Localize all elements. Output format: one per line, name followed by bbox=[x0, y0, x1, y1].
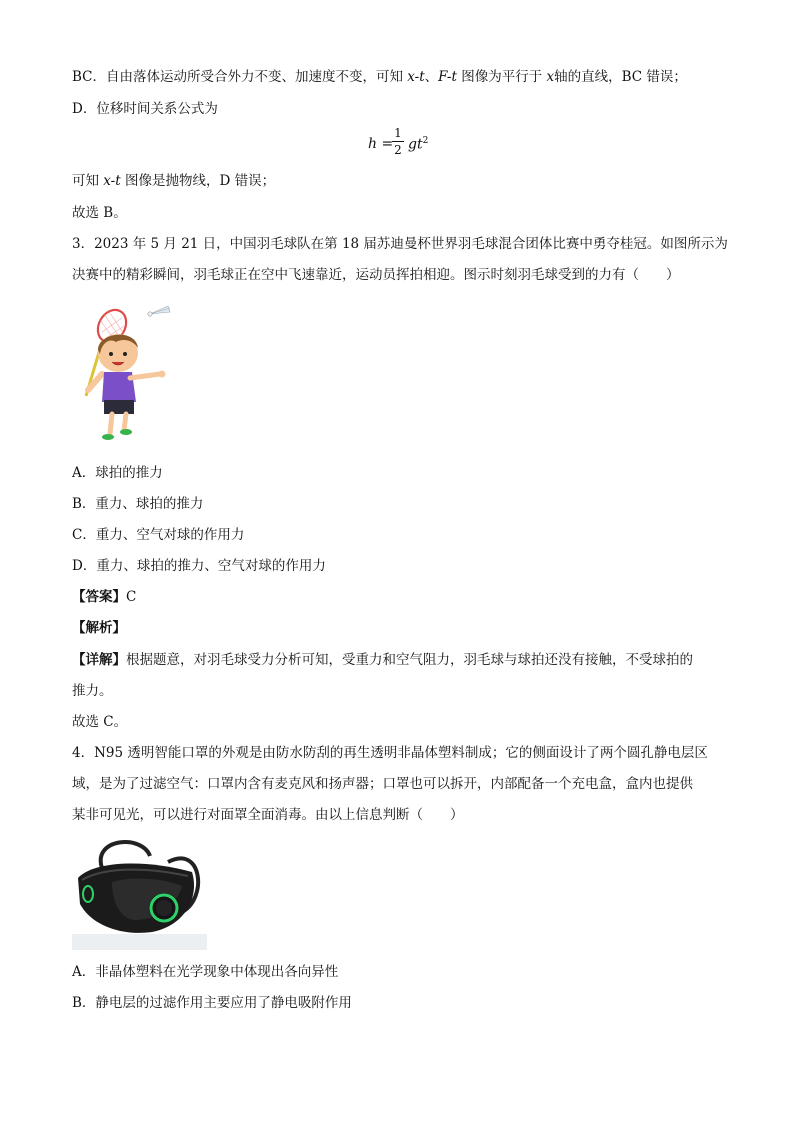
detail-line1 bbox=[72, 651, 693, 669]
q3-option-c: C．重力、空气对球的作用力 bbox=[72, 527, 245, 543]
q4-option-a: A．非晶体塑料在光学现象中体现出各向异性 bbox=[72, 964, 339, 980]
q4-stem-line2: 域，是为了过滤空气：口罩内含有麦克风和扬声器；口罩也可以拆开，内部配备一个充电盒，盒内也提供 bbox=[72, 776, 693, 792]
text: 轴的直线，BC 错误； bbox=[554, 69, 687, 85]
text: 图像为平行于 bbox=[456, 69, 547, 85]
answer-value: C bbox=[126, 589, 137, 605]
d-conclusion-line: 可知 x-t 图像是抛物线，D 错误； bbox=[72, 173, 276, 189]
formula-fraction: 1 2 bbox=[392, 126, 404, 157]
q3-stem-line1: 3．2023 年 5 月 21 日，中国羽毛球队在第 18 届苏迪曼杯世界羽毛球混合团体比赛中勇夺桂冠。如图所示为 bbox=[72, 236, 728, 252]
smart-mask-image bbox=[72, 838, 207, 950]
text: BC．自由落体运动所受合外力不变、加速度不变，可知 bbox=[72, 69, 408, 85]
bc-explanation-line bbox=[72, 68, 687, 86]
choose-c-line: 故选 C。 bbox=[72, 714, 128, 730]
answer-line bbox=[72, 588, 136, 606]
formula-gt2: $gt^2$ bbox=[408, 136, 429, 153]
q3-option-b: B．重力、球拍的推力 bbox=[72, 496, 204, 512]
analysis-label: 【解析】 bbox=[72, 620, 126, 636]
math-xt: x-t bbox=[407, 69, 425, 85]
q4-stem-line1: 4．N95 透明智能口罩的外观是由防水防刮的再生透明非晶体塑料制成；它的侧面设计了两个圆孔静电层区 bbox=[72, 745, 708, 761]
answer-label: 【答案】 bbox=[72, 589, 126, 605]
math-ft: F-t bbox=[438, 69, 457, 85]
formula-h: h = bbox=[368, 136, 394, 152]
q3-option-d: D．重力、球拍的推力、空气对球的作用力 bbox=[72, 558, 326, 574]
q3-option-a: A．球拍的推力 bbox=[72, 465, 163, 481]
d-intro-line: D．位移时间关系公式为 bbox=[72, 101, 218, 117]
detail-line2: 推力。 bbox=[72, 683, 113, 699]
q4-stem-line3: 某非可见光，可以进行对面罩全面消毒。由以上信息判断（ ） bbox=[72, 807, 464, 823]
detail-label: 【详解】 bbox=[72, 652, 126, 668]
text: 、 bbox=[424, 69, 439, 85]
math-x: x bbox=[546, 69, 555, 85]
displacement-formula bbox=[368, 126, 448, 166]
q3-stem-line2: 决赛中的精彩瞬间，羽毛球正在空中飞速靠近，运动员挥拍相迎。图示时刻羽毛球受到的力有（ ） bbox=[72, 267, 680, 283]
q4-option-b: B．静电层的过滤作用主要应用了静电吸附作用 bbox=[72, 995, 352, 1011]
detail-text: 根据题意，对羽毛球受力分析可知，受重力和空气阻力，羽毛球与球拍还没有接触，不受球拍的 bbox=[126, 652, 693, 668]
choose-b-line: 故选 B。 bbox=[72, 205, 127, 221]
badminton-player-image bbox=[78, 298, 178, 448]
